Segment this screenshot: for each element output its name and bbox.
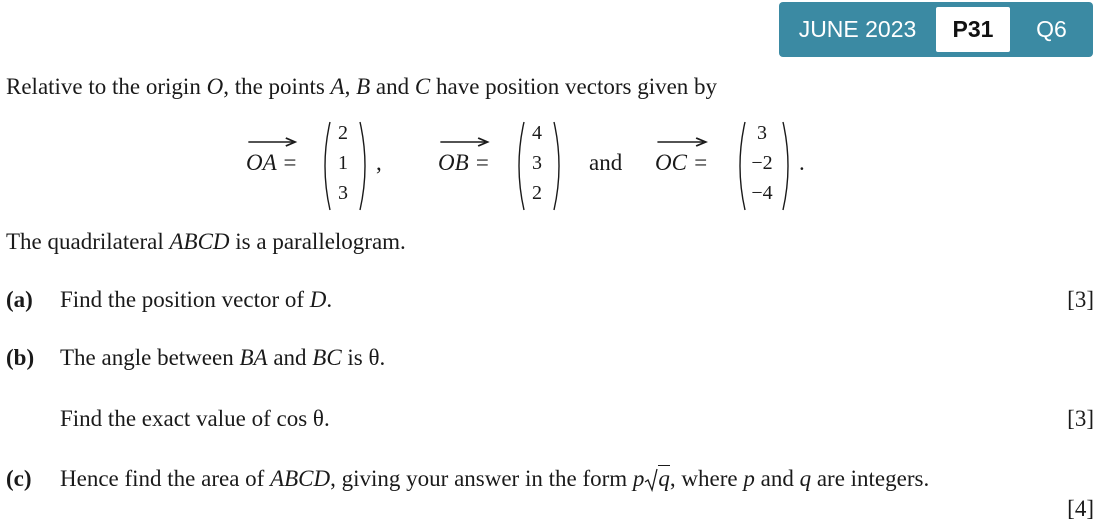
exam-date: JUNE 2023 — [798, 16, 917, 42]
part-b-find: Find the exact value of cos θ. — [60, 406, 330, 431]
vector-arrow-icon — [438, 134, 490, 148]
right-paren-icon — [358, 120, 372, 212]
part-a-label: (a) — [6, 287, 33, 312]
vector-label-ob: OB = — [438, 150, 490, 176]
part-c-label: (c) — [6, 466, 32, 491]
vector-ob: OB = 4 3 2 — [438, 120, 578, 212]
part-b: (b) The angle between BA and BC is θ. — [6, 345, 386, 370]
vector-oa: OA = 2 1 3 , — [246, 120, 396, 212]
question-badge — [779, 2, 1093, 57]
part-a: (a) Find the position vector of D. — [6, 287, 333, 312]
vector-oc: OC = 3 −2 −4 . — [655, 120, 815, 212]
vector-and: and — [589, 150, 623, 175]
part-b-marks: [3] — [1067, 406, 1094, 431]
part-c-marks: [4] — [1067, 496, 1094, 521]
right-paren-icon — [781, 120, 795, 212]
part-b-label: (b) — [6, 345, 35, 370]
parallelogram-statement: The quadrilateral ABCD is a parallelogram. — [6, 229, 406, 254]
part-c: (c) Hence find the area of ABCD, giving your answer in the form p q, where p and q are integers. — [6, 466, 930, 491]
question-number: Q6 — [1036, 16, 1067, 42]
vector-label-oa: OA = — [246, 150, 298, 176]
radical-icon — [644, 468, 658, 492]
vector-arrow-icon — [246, 134, 298, 148]
intro-sentence: Relative to the origin O, the points A, B and C have position vectors given by — [6, 74, 718, 99]
right-paren-icon — [552, 120, 566, 212]
vector-label-oc: OC = — [655, 150, 708, 176]
vector-arrow-icon — [655, 134, 708, 148]
paper-code: P31 — [936, 7, 1010, 52]
sqrt-sign-icon: q — [644, 466, 670, 492]
part-a-marks: [3] — [1067, 287, 1094, 312]
